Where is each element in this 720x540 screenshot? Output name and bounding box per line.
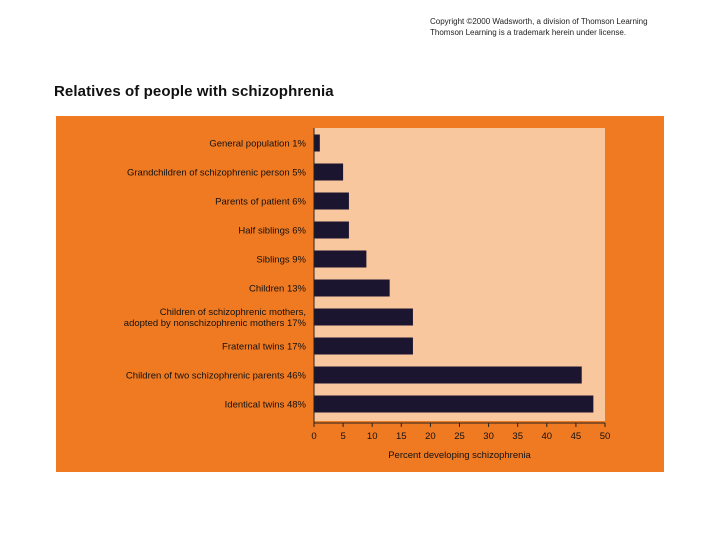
category-label: Parents of patient 6% xyxy=(215,196,306,208)
category-label: General population 1% xyxy=(209,138,306,150)
bar xyxy=(314,135,320,152)
category-label: Grandchildren of schizophrenic person 5% xyxy=(126,167,306,179)
category-label: Children 13% xyxy=(248,283,306,295)
page-title: Relatives of people with schizophrenia xyxy=(54,83,334,100)
bar xyxy=(314,309,413,326)
x-tick-label: 5 xyxy=(340,431,346,442)
x-tick-label: 45 xyxy=(570,431,582,442)
x-tick-label: 0 xyxy=(311,431,317,442)
x-tick-label: 50 xyxy=(599,431,611,442)
x-axis-title: Percent developing schizophrenia xyxy=(388,450,531,461)
bar xyxy=(314,164,343,181)
category-label: Children of schizophrenic mothers, adopted by nonschizophrenic mothers 17% xyxy=(123,307,306,329)
category-label: Siblings 9% xyxy=(256,254,306,266)
x-tick-label: 30 xyxy=(483,431,494,442)
bar xyxy=(314,367,582,384)
x-tick-label: 40 xyxy=(541,431,553,442)
x-tick-label: 20 xyxy=(425,431,436,442)
category-label: Fraternal twins 17% xyxy=(222,341,306,353)
x-tick-label: 35 xyxy=(512,431,523,442)
copyright-line-1: Copyright ©2000 Wadsworth, a division of Thomson Learning xyxy=(430,17,648,26)
bar xyxy=(314,280,390,297)
category-label: Children of two schizophrenic parents 46% xyxy=(125,370,306,382)
x-tick-label: 10 xyxy=(366,431,378,442)
bar xyxy=(314,222,349,239)
x-tick-label: 25 xyxy=(454,431,465,442)
bar xyxy=(314,193,349,210)
bar xyxy=(314,396,593,413)
x-tick-label: 15 xyxy=(396,431,407,442)
category-label: Identical twins 48% xyxy=(224,399,306,411)
copyright-line-2: Thomson Learning is a trademark herein under license. xyxy=(430,28,627,37)
bar xyxy=(314,251,366,268)
bar xyxy=(314,338,413,355)
category-label: Half siblings 6% xyxy=(238,225,306,237)
